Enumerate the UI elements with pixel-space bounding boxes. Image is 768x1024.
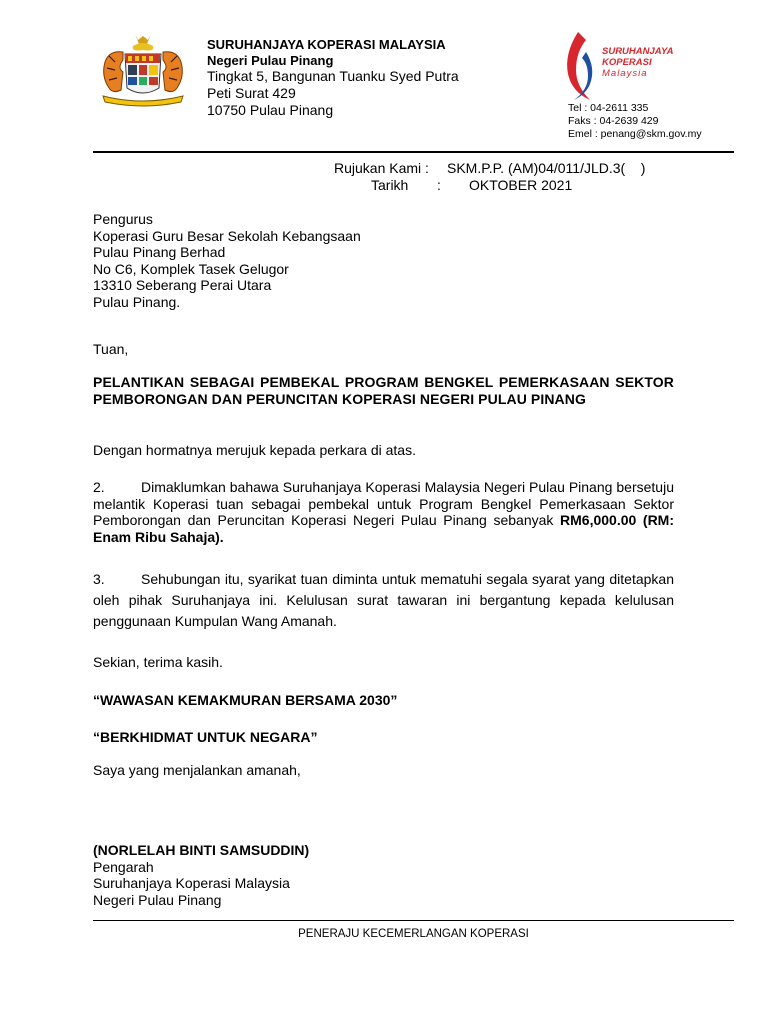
address-line: Peti Surat 429	[207, 85, 296, 101]
slogan-wawasan: “WAWASAN KEMAKMURAN BERSAMA 2030”	[93, 692, 398, 708]
contact-fax: Faks : 04-2639 429	[568, 115, 659, 127]
signatory-title: Pengarah	[93, 858, 154, 875]
paragraph-2: 2. Dimaklumkan bahawa Suruhanjaya Koperasi Malaysia Negeri Pulau Pinang bersetuju melantik Koperasi tuan sebagai pembekal untuk Program Bengkel Pemerkasaan Sektor Pemborongan dan Peruncitan Koperasi Negeri Pulau Pinang sebanyak RM6,000.00 (RM: Enam Ribu Sahaja).	[93, 479, 674, 545]
letter-subject: PELANTIKAN SEBAGAI PEMBEKAL PROGRAM BENGKEL PEMERKASAAN SEKTOR PEMBORONGAN DAN PERUNCITAN KOPERASI NEGERI PULAU PINANG	[93, 374, 674, 407]
skm-logo-icon	[560, 30, 600, 104]
intro-paragraph: Dengan hormatnya merujuk kepada perkara di atas.	[93, 442, 416, 458]
closing-line: Sekian, terima kasih.	[93, 654, 223, 670]
contact-email: Emel : penang@skm.gov.my	[568, 128, 702, 140]
address-line: Tingkat 5, Bangunan Tuanku Syed Putra	[207, 68, 459, 84]
signatory-name: (NORLELAH BINTI SAMSUDDIN)	[93, 842, 310, 858]
signatory-org: Suruhanjaya Koperasi Malaysia	[93, 875, 290, 891]
sign-off: Saya yang menjalankan amanah,	[93, 762, 301, 778]
reference-value: SKM.P.P. (AM)04/011/JLD.3( )	[447, 160, 646, 176]
reference-block	[334, 160, 645, 194]
recipient-address: Pengurus Koperasi Guru Besar Sekolah Kebangsaan Pulau Pinang Berhad No C6, Komplek Tasek Gelugor 13310 Seberang Perai Utara Pulau Pinang.	[93, 211, 361, 310]
org-name: SURUHANJAYA KOPERASI MALAYSIA	[207, 37, 446, 52]
contact-info	[568, 102, 702, 141]
footer-divider	[93, 920, 734, 921]
slogan-berkhidmat: “BERKHIDMAT UNTUK NEGARA”	[93, 729, 318, 745]
paragraph-number: 2.	[93, 479, 105, 495]
date-colon: :	[437, 177, 441, 193]
org-branch: Negeri Pulau Pinang	[207, 53, 334, 68]
paragraph-number: 3.	[93, 571, 105, 587]
contact-phone: Tel : 04-2611 335	[568, 102, 649, 114]
header-divider	[93, 151, 734, 153]
skm-logo-wordmark: SURUHANJAYA KOPERASI Malaysia	[602, 46, 674, 79]
letterhead-organization	[207, 37, 446, 69]
paragraph-3: 3. Sehubungan itu, syarikat tuan diminta untuk mematuhi segala syarat yang ditetapkan oleh pihak Suruhanjaya ini. Kelulusan surat tawaran ini bergantung kepada kelulusan penggunaan Kumpulan Wang Amanah.	[93, 571, 674, 629]
coat-of-arms-emblem	[95, 32, 191, 108]
date-label: Tarikh	[371, 177, 409, 193]
signatory-branch: Negeri Pulau Pinang	[93, 891, 222, 908]
date-value: OKTOBER 2021	[469, 177, 573, 193]
address-line: 10750 Pulau Pinang	[207, 102, 334, 118]
salutation: Tuan,	[93, 341, 129, 357]
amount: RM6,000.00 (RM: Enam Ribu Sahaja).	[93, 512, 674, 545]
letterhead-address	[207, 68, 459, 119]
signatory-block	[93, 842, 674, 908]
footer-tagline: PENERAJU KECEMERLANGAN KOPERASI	[298, 928, 529, 940]
reference-label: Rujukan Kami :	[334, 160, 429, 176]
